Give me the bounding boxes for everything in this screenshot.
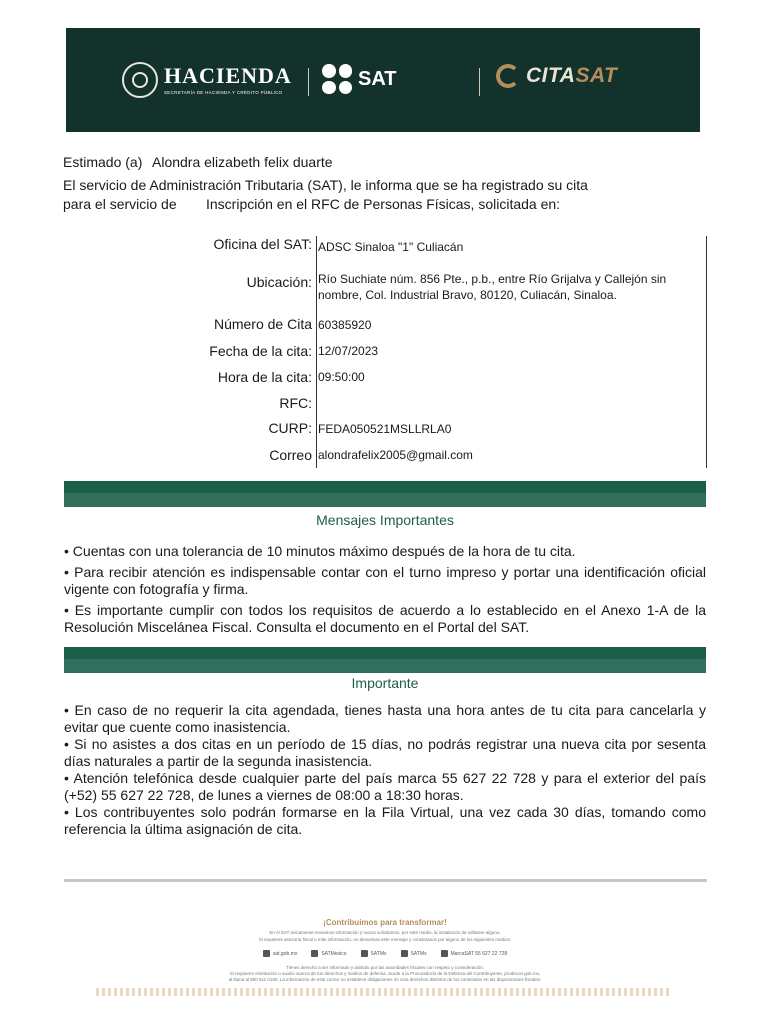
list-item: • En caso de no requerir la cita agendada, tienes hasta una hora antes de tu cita para cancelarla y evitar que cuente como inasistencia.	[64, 702, 706, 735]
youtube-icon	[401, 950, 408, 957]
ubicacion-label: Ubicación:	[246, 274, 312, 290]
importante-title: Importante	[351, 675, 419, 691]
list-item: • Para recibir atención es indispensable contar con el turno impreso y portar una identificación oficial vigente con fotografía y firma.	[64, 564, 706, 597]
logo-divider	[308, 68, 309, 96]
rfc-label: RFC:	[279, 395, 312, 411]
section-divider-bar	[64, 481, 706, 507]
footer-note-2: Si requieres asesoría fiscal o más información, no devuelvas este mensaje y contáctanos por alguno de los siguientes medios:	[258, 937, 512, 942]
numero-value: 60385920	[318, 318, 372, 332]
greeting-name: Alondra elizabeth felix duarte	[152, 154, 333, 170]
logo-divider	[479, 68, 480, 96]
sat-logo	[322, 64, 397, 94]
social-label: SATMx	[370, 950, 387, 957]
footer-ornament	[96, 988, 672, 996]
social-link-web[interactable]	[263, 950, 297, 957]
header-banner	[66, 28, 700, 132]
sat-dots-icon	[322, 64, 352, 94]
hora-label: Hora de la cita:	[217, 369, 312, 385]
ubicacion-value-1: Río Suchiate núm. 856 Pte., p.b., entre Río Grijalva y Callejón sin	[318, 272, 667, 286]
intro-service: Inscripción en el RFC de Personas Físicas, solicitada en:	[206, 196, 561, 212]
twitter-icon	[361, 950, 368, 957]
social-label: sat.gob.mx	[272, 950, 298, 957]
correo-value[interactable]: alondrafelix2005@gmail.com	[318, 448, 473, 462]
section-divider-bar	[64, 647, 706, 673]
social-link-facebook[interactable]	[311, 950, 346, 957]
citasat-text-cita: CITA	[526, 64, 576, 87]
social-link-twitter[interactable]	[361, 950, 387, 957]
citasat-icon	[496, 64, 520, 88]
social-link-youtube[interactable]	[401, 950, 427, 957]
sat-text: SAT	[358, 67, 397, 90]
hora-value: 09:50:00	[318, 370, 365, 384]
list-item: • Atención telefónica desde cualquier parte del país marca 55 627 22 728 y para el exterior del país (+52) 55 627 22 728, de lunes a viernes de 08:00 a 18:30 horas.	[64, 770, 706, 803]
web-icon	[263, 950, 270, 957]
hacienda-logo	[122, 62, 292, 98]
oficina-label: Oficina del SAT:	[213, 236, 312, 252]
footer-divider	[64, 879, 707, 882]
importante-list	[64, 702, 706, 838]
fecha-value: 12/07/2023	[318, 344, 379, 358]
social-label: SATMx	[410, 950, 427, 957]
phone-icon	[441, 950, 448, 957]
citasat-text-sat: SAT	[575, 64, 618, 87]
list-item: • Los contribuyentes solo podrán formarse en la Fila Virtual, una vez cada 30 días, tomando como referencia la última asignación de cita.	[64, 804, 706, 837]
list-item: • Cuentas con una tolerancia de 10 minutos máximo después de la hora de tu cita.	[64, 543, 576, 559]
details-right-border	[706, 236, 707, 468]
curp-label: CURP:	[268, 420, 312, 436]
numero-label: Número de Cita	[213, 316, 312, 332]
curp-value: FEDA050521MSLLRLA0	[318, 422, 452, 436]
footer-social-links	[64, 950, 706, 957]
ubicacion-value-2: nombre, Col. Industrial Bravo, 80120, Culiacán, Sinaloa.	[318, 288, 617, 302]
social-label: SATMexico	[321, 950, 347, 957]
list-item: • Si no asistes a dos citas en un período de 15 días, no podrás registrar una nueva cita por sesenta días naturales a partir de la segunda inasistencia.	[64, 736, 706, 769]
social-link-marcasat[interactable]	[441, 950, 508, 957]
facebook-icon	[311, 950, 318, 957]
footer-tagline: ¡Contribuimos para transformar!	[323, 918, 447, 927]
details-left-border	[316, 236, 317, 468]
intro-line2-prefix: para el servicio de	[63, 196, 177, 212]
social-label: MarcaSAT 55 627 22 728	[450, 950, 508, 957]
list-item: • Es importante cumplir con todos los requisitos de acuerdo a lo establecido en el Anexo 1-A de la Resolución Miscelánea Fiscal. Consulta el documento en el Portal del SAT.	[64, 602, 706, 635]
coat-of-arms-icon	[122, 62, 158, 98]
footer-note-1: En el SAT únicamente enviamos información y nunca solicitamos, por este medio, la instalación de software alguno.	[269, 930, 501, 935]
fecha-label: Fecha de la cita:	[209, 343, 312, 359]
hacienda-title: HACIENDA	[164, 63, 292, 88]
intro-line1: El servicio de Administración Tributaria (SAT), le informa que se ha registrado su cita	[63, 177, 588, 193]
mensajes-list	[64, 543, 706, 636]
correo-label: Correo	[269, 447, 312, 463]
hacienda-subtitle: SECRETARÍA DE HACIENDA Y CRÉDITO PÚBLICO	[164, 90, 283, 95]
footer-legal-1: Tienes derecho a ser informado y asistido por las autoridades fiscales con respeto y consideración.	[286, 965, 484, 970]
footer-legal-2: Si requieres orientación o auxilio acerca de tus derechos y medios de defensa, acude a la Procuraduría de la Defensa del Contribuyente, prodecon.gob.mx,	[229, 971, 541, 976]
footer-legal-3: al llama al 800 611 0190. La información de este correo no establece obligaciones mi crea derechos distintos de los contenidos en las disposiciones fiscales.	[228, 977, 542, 982]
oficina-value: ADSC Sinaloa "1" Culiacán	[318, 240, 464, 254]
greeting-prefix: Estimado (a)	[63, 154, 143, 170]
citasat-logo	[496, 64, 617, 88]
mensajes-title: Mensajes Importantes	[316, 512, 454, 528]
